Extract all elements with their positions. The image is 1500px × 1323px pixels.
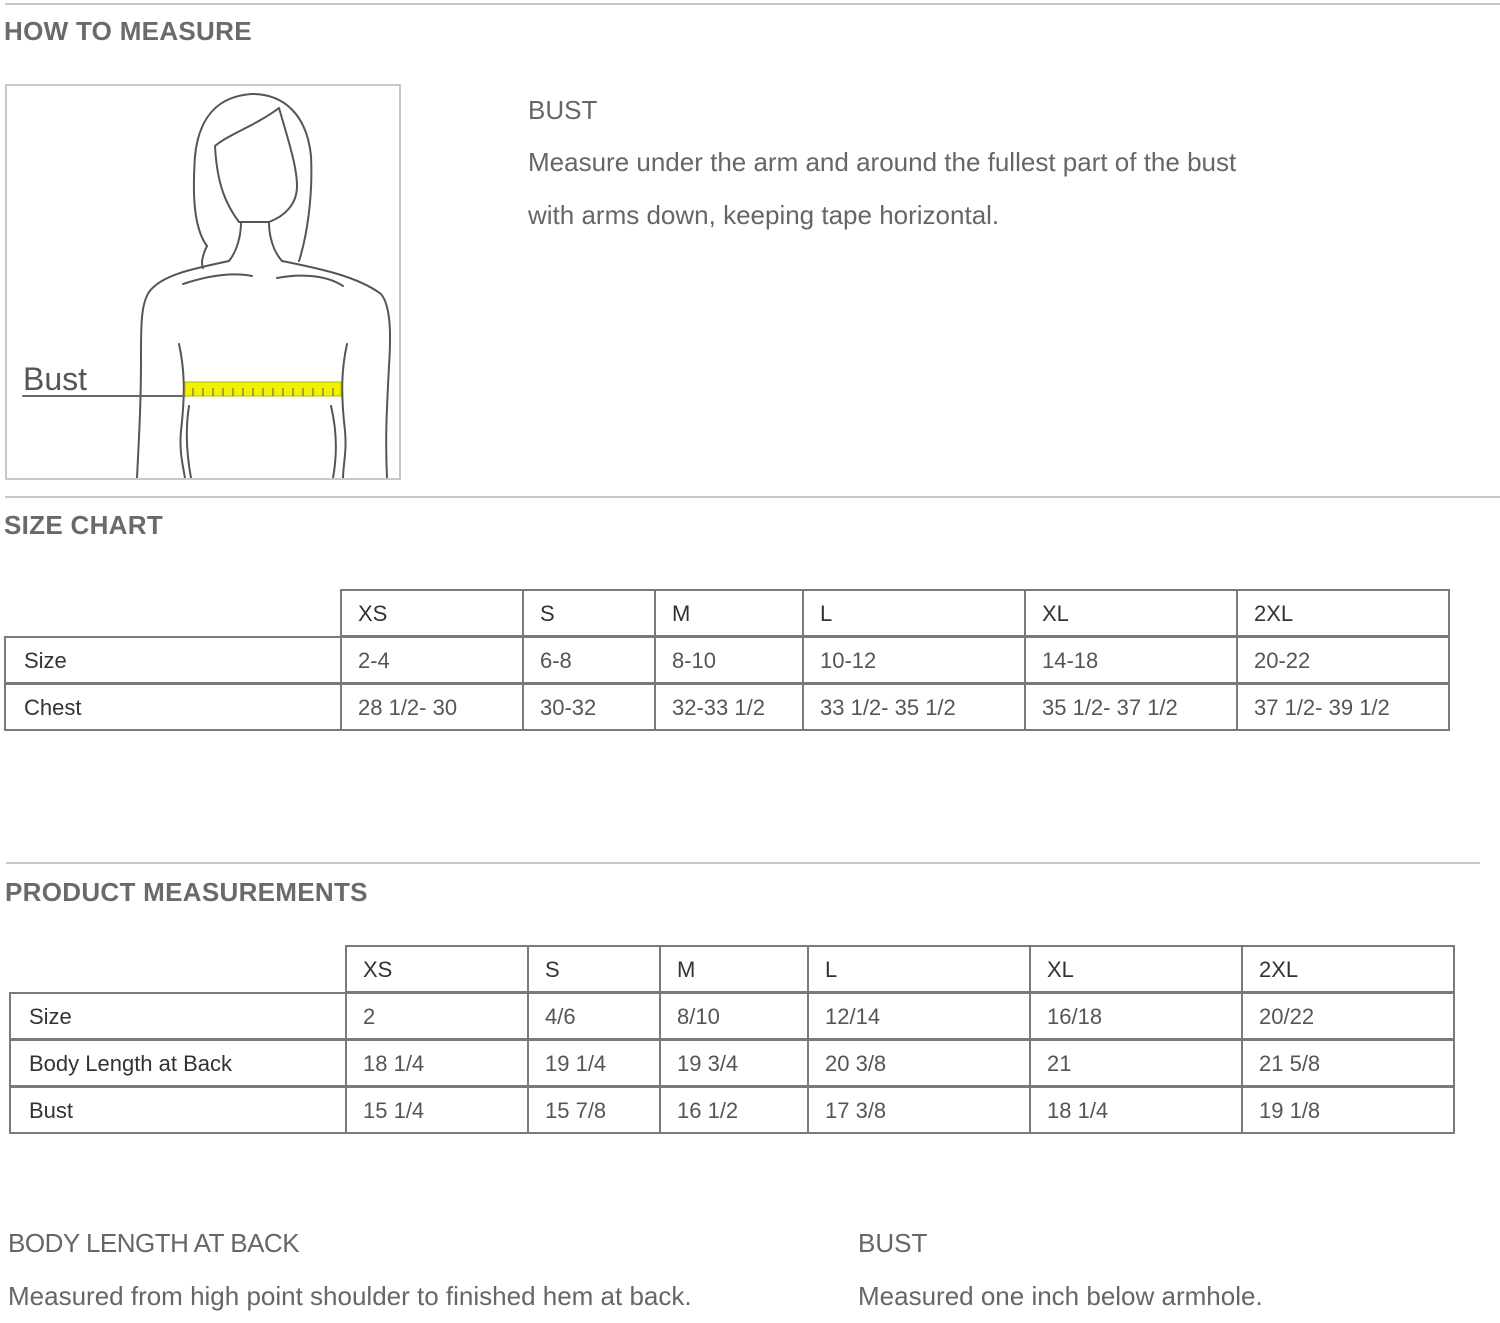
neck-left: [229, 222, 241, 261]
pm-col-s: S: [527, 945, 661, 993]
bust-desc-title: BUST: [528, 95, 598, 125]
neck-right: [269, 222, 282, 261]
torso-left: [179, 344, 185, 478]
pm-col-xl: XL: [1029, 945, 1243, 993]
size-chart-heading: SIZE CHART: [4, 510, 163, 540]
product-measurements-divider: [6, 862, 1480, 864]
size-chart-row-label: Size: [4, 636, 342, 684]
bust-note-text: Measured one inch below armhole.: [858, 1281, 1263, 1311]
size-chart-cell: 14-18: [1024, 636, 1238, 684]
size-chart-cell: 6-8: [522, 636, 656, 684]
face-outline: [215, 108, 297, 222]
size-chart-cell: 10-12: [802, 636, 1026, 684]
bust-desc-line-1: Measure under the arm and around the fullest part of the bust: [528, 147, 1237, 177]
size-chart-col-2xl: 2XL: [1236, 589, 1450, 637]
size-chart-cell: 30-32: [522, 683, 656, 731]
pm-col-2xl: 2XL: [1241, 945, 1455, 993]
pm-col-m: M: [659, 945, 809, 993]
body-length-note-text: Measured from high point shoulder to finished hem at back.: [8, 1281, 692, 1311]
product-measurements-table: [9, 945, 1457, 1139]
pm-cell: 20/22: [1241, 992, 1455, 1040]
size-chart-col-xs: XS: [340, 589, 524, 637]
size-chart-cell: 20-22: [1236, 636, 1450, 684]
pm-row-label: Size: [9, 992, 347, 1040]
pm-row-label: Bust: [9, 1086, 347, 1134]
size-chart-cell: 33 1/2- 35 1/2: [802, 683, 1026, 731]
bust-desc-line-2: with arms down, keeping tape horizontal.: [528, 200, 1000, 230]
size-chart-cell: 28 1/2- 30: [340, 683, 524, 731]
product-measurements-heading: PRODUCT MEASUREMENTS: [5, 877, 368, 907]
pm-row-label: Body Length at Back: [9, 1039, 347, 1087]
collarbone-left: [183, 274, 252, 284]
pm-cell: 19 1/8: [1241, 1086, 1455, 1134]
pm-cell: 2: [345, 992, 529, 1040]
pm-cell: 16/18: [1029, 992, 1243, 1040]
size-chart-row-label: Chest: [4, 683, 342, 731]
bust-figure-label: Bust: [23, 361, 88, 397]
pm-cell: 17 3/8: [807, 1086, 1031, 1134]
size-chart-divider: [5, 496, 1500, 498]
pm-col-xs: XS: [345, 945, 529, 993]
size-chart-cell: 35 1/2- 37 1/2: [1024, 683, 1238, 731]
hair-left-side: [202, 246, 207, 268]
pm-cell: 8/10: [659, 992, 809, 1040]
size-chart-cell: 8-10: [654, 636, 804, 684]
pm-cell: 12/14: [807, 992, 1031, 1040]
size-chart-col-xl: XL: [1024, 589, 1238, 637]
size-chart-col-l: L: [802, 589, 1026, 637]
how-to-measure-heading: HOW TO MEASURE: [4, 16, 252, 46]
size-chart-cell: 2-4: [340, 636, 524, 684]
pm-cell: 18 1/4: [345, 1039, 529, 1087]
size-chart-col-m: M: [654, 589, 804, 637]
hair-outline: [194, 94, 312, 261]
inner-arm-right: [331, 406, 336, 478]
pm-cell: 16 1/2: [659, 1086, 809, 1134]
size-chart-col-s: S: [522, 589, 656, 637]
bust-note-title: BUST: [858, 1228, 928, 1258]
pm-cell: 18 1/4: [1029, 1086, 1243, 1134]
pm-cell: 4/6: [527, 992, 661, 1040]
collarbone-right: [277, 276, 343, 286]
pm-cell: 15 1/4: [345, 1086, 529, 1134]
inner-arm-left: [187, 406, 191, 478]
size-chart-cell: 32-33 1/2: [654, 683, 804, 731]
bust-measure-illustration: [5, 84, 401, 480]
pm-cell: 21: [1029, 1039, 1243, 1087]
pm-cell: 19 1/4: [527, 1039, 661, 1087]
size-chart-table: [4, 589, 1452, 735]
pm-cell: 21 5/8: [1241, 1039, 1455, 1087]
torso-right: [342, 344, 347, 478]
size-chart-cell: 37 1/2- 39 1/2: [1236, 683, 1450, 731]
body-length-note-title: BODY LENGTH AT BACK: [8, 1228, 300, 1258]
pm-cell: 20 3/8: [807, 1039, 1031, 1087]
pm-cell: 19 3/4: [659, 1039, 809, 1087]
top-divider: [5, 3, 1500, 5]
pm-col-l: L: [807, 945, 1031, 993]
pm-cell: 15 7/8: [527, 1086, 661, 1134]
